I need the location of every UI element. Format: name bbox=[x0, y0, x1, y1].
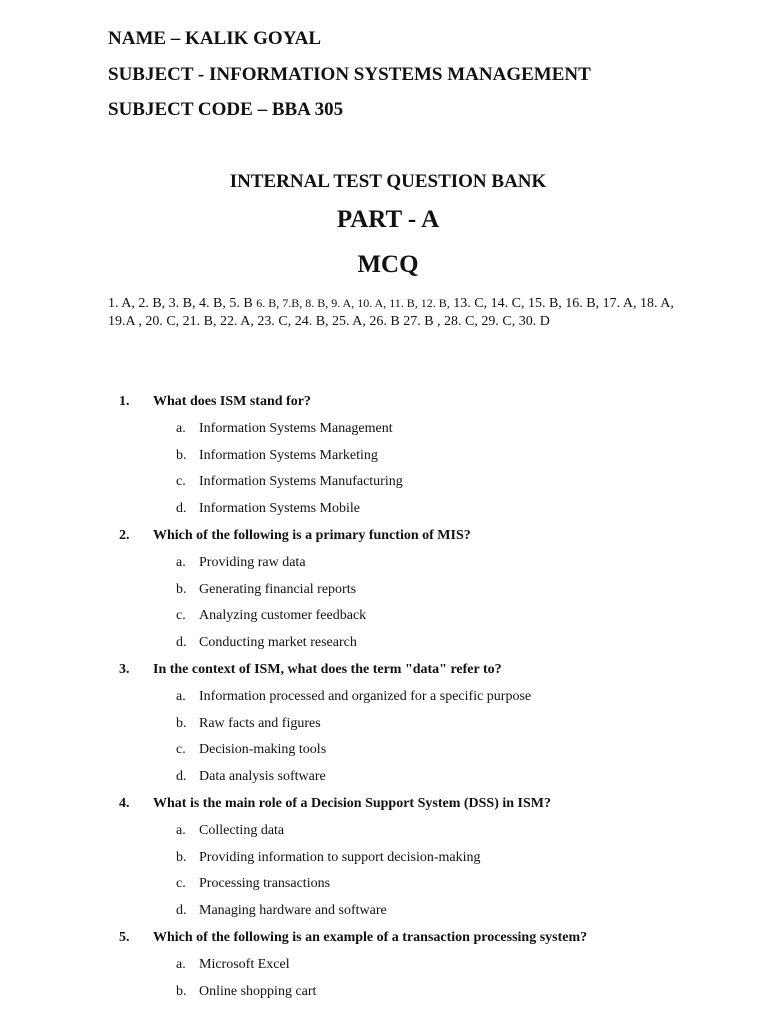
question-1-option-c bbox=[0, 472, 768, 499]
option-letter: c. bbox=[176, 608, 186, 624]
question-text: In the context of ISM, what does the term "data" refer to? bbox=[153, 661, 502, 677]
question-4-option-a bbox=[0, 821, 768, 848]
option-letter: a. bbox=[176, 420, 186, 436]
option-letter: b. bbox=[176, 715, 187, 731]
question-3-option-b bbox=[0, 714, 768, 741]
option-letter: a. bbox=[176, 688, 186, 704]
question-4-option-b bbox=[0, 848, 768, 875]
question-text: Which of the following is a primary function of MIS? bbox=[153, 527, 471, 543]
option-text: Information Systems Management bbox=[199, 420, 393, 436]
option-letter: c. bbox=[176, 474, 186, 490]
question-number: 4. bbox=[119, 795, 130, 811]
option-letter: a. bbox=[176, 822, 186, 838]
question-2 bbox=[0, 526, 768, 553]
option-text: Decision-making tools bbox=[199, 742, 327, 758]
question-2-option-d bbox=[0, 633, 768, 660]
answer-key-part-3: 13. C, 14. C, 15. B, 16. B, 17. A, 18. A, 19.A , 20. C, 21. B, 22. A, 23. C, 24. B, 25. A, 26. B 27. B , 28. C, 29. C, 30. D bbox=[108, 296, 674, 329]
question-number: 1. bbox=[119, 394, 130, 409]
question-number: 2. bbox=[119, 527, 130, 543]
option-text: Microsoft Excel bbox=[199, 956, 290, 972]
question-number: 5. bbox=[119, 929, 130, 945]
option-text: Processing transactions bbox=[199, 876, 331, 892]
question-4-option-d bbox=[0, 901, 768, 928]
option-letter: a. bbox=[176, 956, 186, 972]
question-1-option-b bbox=[0, 446, 768, 473]
question-2-option-b bbox=[0, 580, 768, 607]
document-title: INTERNAL TEST QUESTION BANK bbox=[229, 171, 547, 192]
option-text: Information Systems Manufacturing bbox=[199, 474, 403, 490]
option-text: Collecting data bbox=[199, 822, 285, 838]
question-3-option-c bbox=[0, 740, 768, 767]
question-list bbox=[0, 392, 768, 1008]
question-2-option-c bbox=[0, 606, 768, 633]
question-3-option-a bbox=[0, 687, 768, 714]
option-letter: d. bbox=[176, 769, 187, 785]
option-text: Raw facts and figures bbox=[199, 715, 321, 731]
subject-title: SUBJECT - INFORMATION SYSTEMS MANAGEMENT bbox=[108, 64, 591, 85]
question-text: What is the main role of a Decision Support System (DSS) in ISM? bbox=[153, 795, 551, 811]
question-4 bbox=[0, 794, 768, 821]
option-text: Online shopping cart bbox=[199, 983, 317, 999]
option-text: Conducting market research bbox=[199, 635, 357, 651]
part-heading: PART - A bbox=[336, 206, 440, 233]
question-3 bbox=[0, 660, 768, 687]
question-5-option-a bbox=[0, 955, 768, 982]
question-5 bbox=[0, 928, 768, 955]
section-heading: MCQ bbox=[357, 251, 419, 278]
option-text: Information Systems Marketing bbox=[199, 447, 378, 463]
option-letter: b. bbox=[176, 447, 187, 463]
option-letter: d. bbox=[176, 635, 187, 651]
option-text: Providing information to support decision-making bbox=[199, 849, 481, 865]
option-letter: b. bbox=[176, 849, 187, 865]
question-number: 3. bbox=[119, 661, 130, 677]
option-letter: c. bbox=[176, 742, 186, 758]
answer-key-part-2: 6. B, 7.B, 8. B, 9. A, 10. A, 11. B, 12. B, bbox=[256, 296, 450, 310]
option-letter: d. bbox=[176, 903, 187, 919]
question-5-option-b bbox=[0, 982, 768, 1009]
option-letter: c. bbox=[176, 876, 186, 892]
option-text: Data analysis software bbox=[199, 769, 326, 785]
option-text: Analyzing customer feedback bbox=[199, 608, 367, 624]
question-text: Which of the following is an example of a transaction processing system? bbox=[153, 929, 588, 945]
question-4-option-c bbox=[0, 874, 768, 901]
question-1 bbox=[0, 392, 768, 419]
question-3-option-d bbox=[0, 767, 768, 794]
option-letter: a. bbox=[176, 554, 186, 570]
answer-key bbox=[108, 294, 688, 331]
subject-code: SUBJECT CODE – BBA 305 bbox=[108, 99, 344, 120]
question-2-option-a bbox=[0, 553, 768, 580]
option-letter: d. bbox=[176, 501, 187, 517]
question-1-option-d bbox=[0, 499, 768, 526]
question-1-option-a bbox=[0, 419, 768, 446]
option-letter: b. bbox=[176, 983, 187, 999]
option-letter: b. bbox=[176, 581, 187, 597]
student-name: NAME – KALIK GOYAL bbox=[108, 28, 322, 49]
option-text: Providing raw data bbox=[199, 554, 306, 570]
option-text: Information Systems Mobile bbox=[199, 501, 360, 517]
option-text: Information processed and organized for a specific purpose bbox=[199, 688, 532, 704]
question-text: What does ISM stand for? bbox=[153, 394, 311, 409]
option-text: Generating financial reports bbox=[199, 581, 357, 597]
answer-key-part-1: 1. A, 2. B, 3. B, 4. B, 5. B bbox=[108, 296, 253, 311]
option-text: Managing hardware and software bbox=[199, 903, 387, 919]
